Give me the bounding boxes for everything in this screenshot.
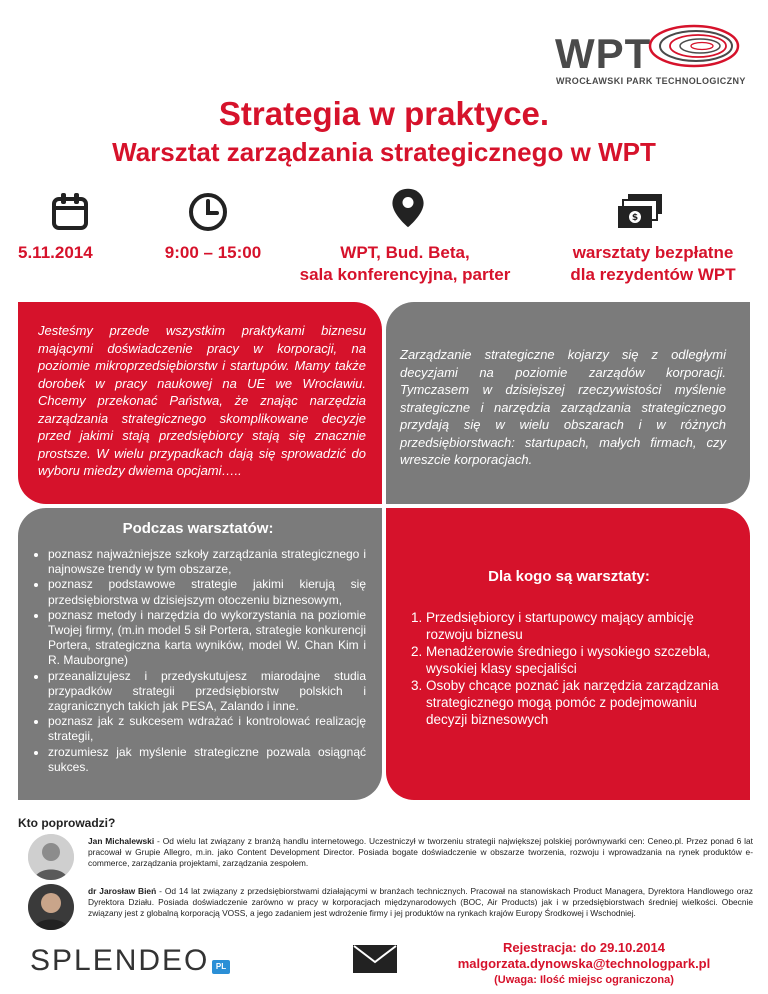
- registration-note: (Uwaga: Ilość miejsc ograniczona): [494, 974, 674, 986]
- speaker-1-bio: [88, 836, 753, 869]
- intro-right-box: [386, 302, 750, 504]
- audience-list: [402, 609, 736, 728]
- workshop-list: [30, 547, 366, 775]
- clock-icon: [186, 190, 230, 234]
- calendar-icon: [48, 190, 92, 234]
- list-item: • poznasz najważniejsze szkoły zarządzania strategicznego i najnowsze trendy w tym obszarze,: [48, 547, 366, 577]
- speaker-2-text: - Od 14 lat związany z przedsiębiorstwami działającymi w branżach technicznych. Pracował na stanowiskach Product Managera, Dyrektora Handlowego oraz Dyrektora Działu. Posiada doświadczenie zarówno w pracy w korporacjach międzynarodowych (BOC, Air Products) jak i w przedsiębiorstwach średniej wielkości. Obecnie związany jest z globalną korporacją VOSS, a jego zadaniem jest wdrożenie firmy i jej produktów na rynkach krajów Europy Środkowej i Wschodniej.: [88, 886, 753, 918]
- audience-box: [386, 508, 750, 800]
- intro-left-box: [18, 302, 382, 504]
- event-date: 5.11.2014: [18, 243, 93, 262]
- envelope-icon: [352, 944, 398, 974]
- event-price-line1: warsztaty bezpłatne: [572, 243, 734, 262]
- event-time: 9:00 – 15:00: [164, 243, 262, 262]
- page-title: Strategia w praktyce.: [218, 95, 550, 132]
- speaker-2-name: dr Jarosław Bień: [88, 886, 157, 896]
- splendeo-badge: PL: [212, 960, 230, 974]
- logo-wpt: WPT: [555, 30, 652, 77]
- speakers-heading: Kto poprowadzi?: [18, 816, 116, 830]
- workshop-box: [18, 508, 382, 800]
- avatar: [28, 884, 74, 930]
- speaker-2-bio: [88, 886, 753, 919]
- registration-deadline: Rejestracja: do 29.10.2014: [503, 940, 665, 955]
- audience-heading: Dla kogo są warsztaty:: [488, 568, 650, 585]
- logo-swirl-icon: [622, 20, 742, 74]
- page-subtitle: Warsztat zarządzania strategicznego w WPT: [112, 137, 656, 167]
- event-price: [548, 242, 758, 286]
- intro-left-text: Jesteśmy przede wszystkim praktykami biznesu mającymi doświadczenie pracy w korporacji, na poziomie mikroprzedsiębiorstw i startupów. Mamy także dorobek w pracy naukowej na UE we Wrocławiu. Chcemy przekonać Państwa, że znając narzędzia zarządzania strategicznego skomplikowane decyzje przed jakimi stają przedsiębiorcy stają się znacznie prostsze. W wielu przypadkach dają się sprowadzić do wyboru miedzy dwiema opcjami…..: [38, 323, 366, 478]
- person-icon: [28, 834, 74, 880]
- list-item: • przeanalizujesz i przedyskutujesz miarodajne studia przypadków strategii przedsiębiorstw polskich i zagranicznych takich jak PESA, Zalando i inne.: [48, 669, 366, 715]
- event-place-line1: WPT, Bud. Beta,: [340, 243, 470, 262]
- intro-right-text: Zarządzanie strategiczne kojarzy się z odległymi decyzjami na poziomie zarządów korporacji. Tymczasem w dzisiejszej rzeczywistości myślenie strategiczne i narzędzia zarządzania strategicznego przydają się w wielu obszarach i w różnych przedsiębiorstwach: startupach, małych firmach, czy wreszcie korporacjach.: [400, 347, 726, 467]
- speaker-1-name: Jan Michalewski: [88, 836, 155, 846]
- location-pin-icon: [386, 186, 430, 230]
- person-icon: [28, 884, 74, 930]
- list-item: 3. Osoby chcące poznać jak narzędzia zarządzania strategicznego mogą pomóc z podejmowaniu decyzji biznesowych: [426, 677, 736, 728]
- list-item: • poznasz jak z sukcesem wdrażać i kontrolować realizację strategii,: [48, 714, 366, 744]
- list-item: • zrozumiesz jak myślenie strategiczne pozwala osiągnąć sukces.: [48, 745, 366, 775]
- logo-subtitle: WROCŁAWSKI PARK TECHNOLOGICZNY: [556, 76, 746, 86]
- event-price-line2: dla rezydentów WPT: [570, 265, 736, 284]
- speaker-1-text: - Od wielu lat związany z branżą handlu internetowego. Uczestniczył w tworzeniu strategii największej polskiej porównywarki cen: Ceneo.pl. Przez ponad 6 lat pracował w Grupie Allegro, m.in. jako Content Development Director. Posiada bogate doświadczenie w obszarze tworzenia, rozwoju i wprowadzania na rynek produktów e-commerce, zarządzania projektami, zarządzania zespołem.: [88, 836, 753, 868]
- svg-text:$: $: [631, 213, 639, 223]
- splendeo-logo: SPLENDEO: [30, 944, 210, 977]
- event-place-line2: sala konferencyjna, parter: [299, 265, 511, 284]
- list-item: 1. Przedsiębiorcy i startupowcy mający ambicję rozwoju biznesu: [426, 609, 736, 643]
- money-icon: [614, 190, 666, 234]
- registration-email[interactable]: malgorzata.dynowska@technologpark.pl: [457, 956, 711, 971]
- workshop-heading: Podczas warsztatów:: [122, 520, 274, 537]
- event-place: [280, 242, 530, 286]
- list-item: 2. Menadżerowie średniego i wysokiego szczebla, wysokiej klasy specjaliści: [426, 643, 736, 677]
- avatar: [28, 834, 74, 880]
- list-item: • poznasz metody i narzędzia do wykorzystania na poziomie Twojej firmy, (m.in model 5 sił Portera, strategie konkurencji Portera, strategiczna karta wyników, model W. Chan Kim i R. Mauborgne): [48, 608, 366, 669]
- list-item: • poznasz podstawowe strategie jakimi kierują się przedsiębiorstwa w dzisiejszym otoczeniu biznesowym,: [48, 577, 366, 607]
